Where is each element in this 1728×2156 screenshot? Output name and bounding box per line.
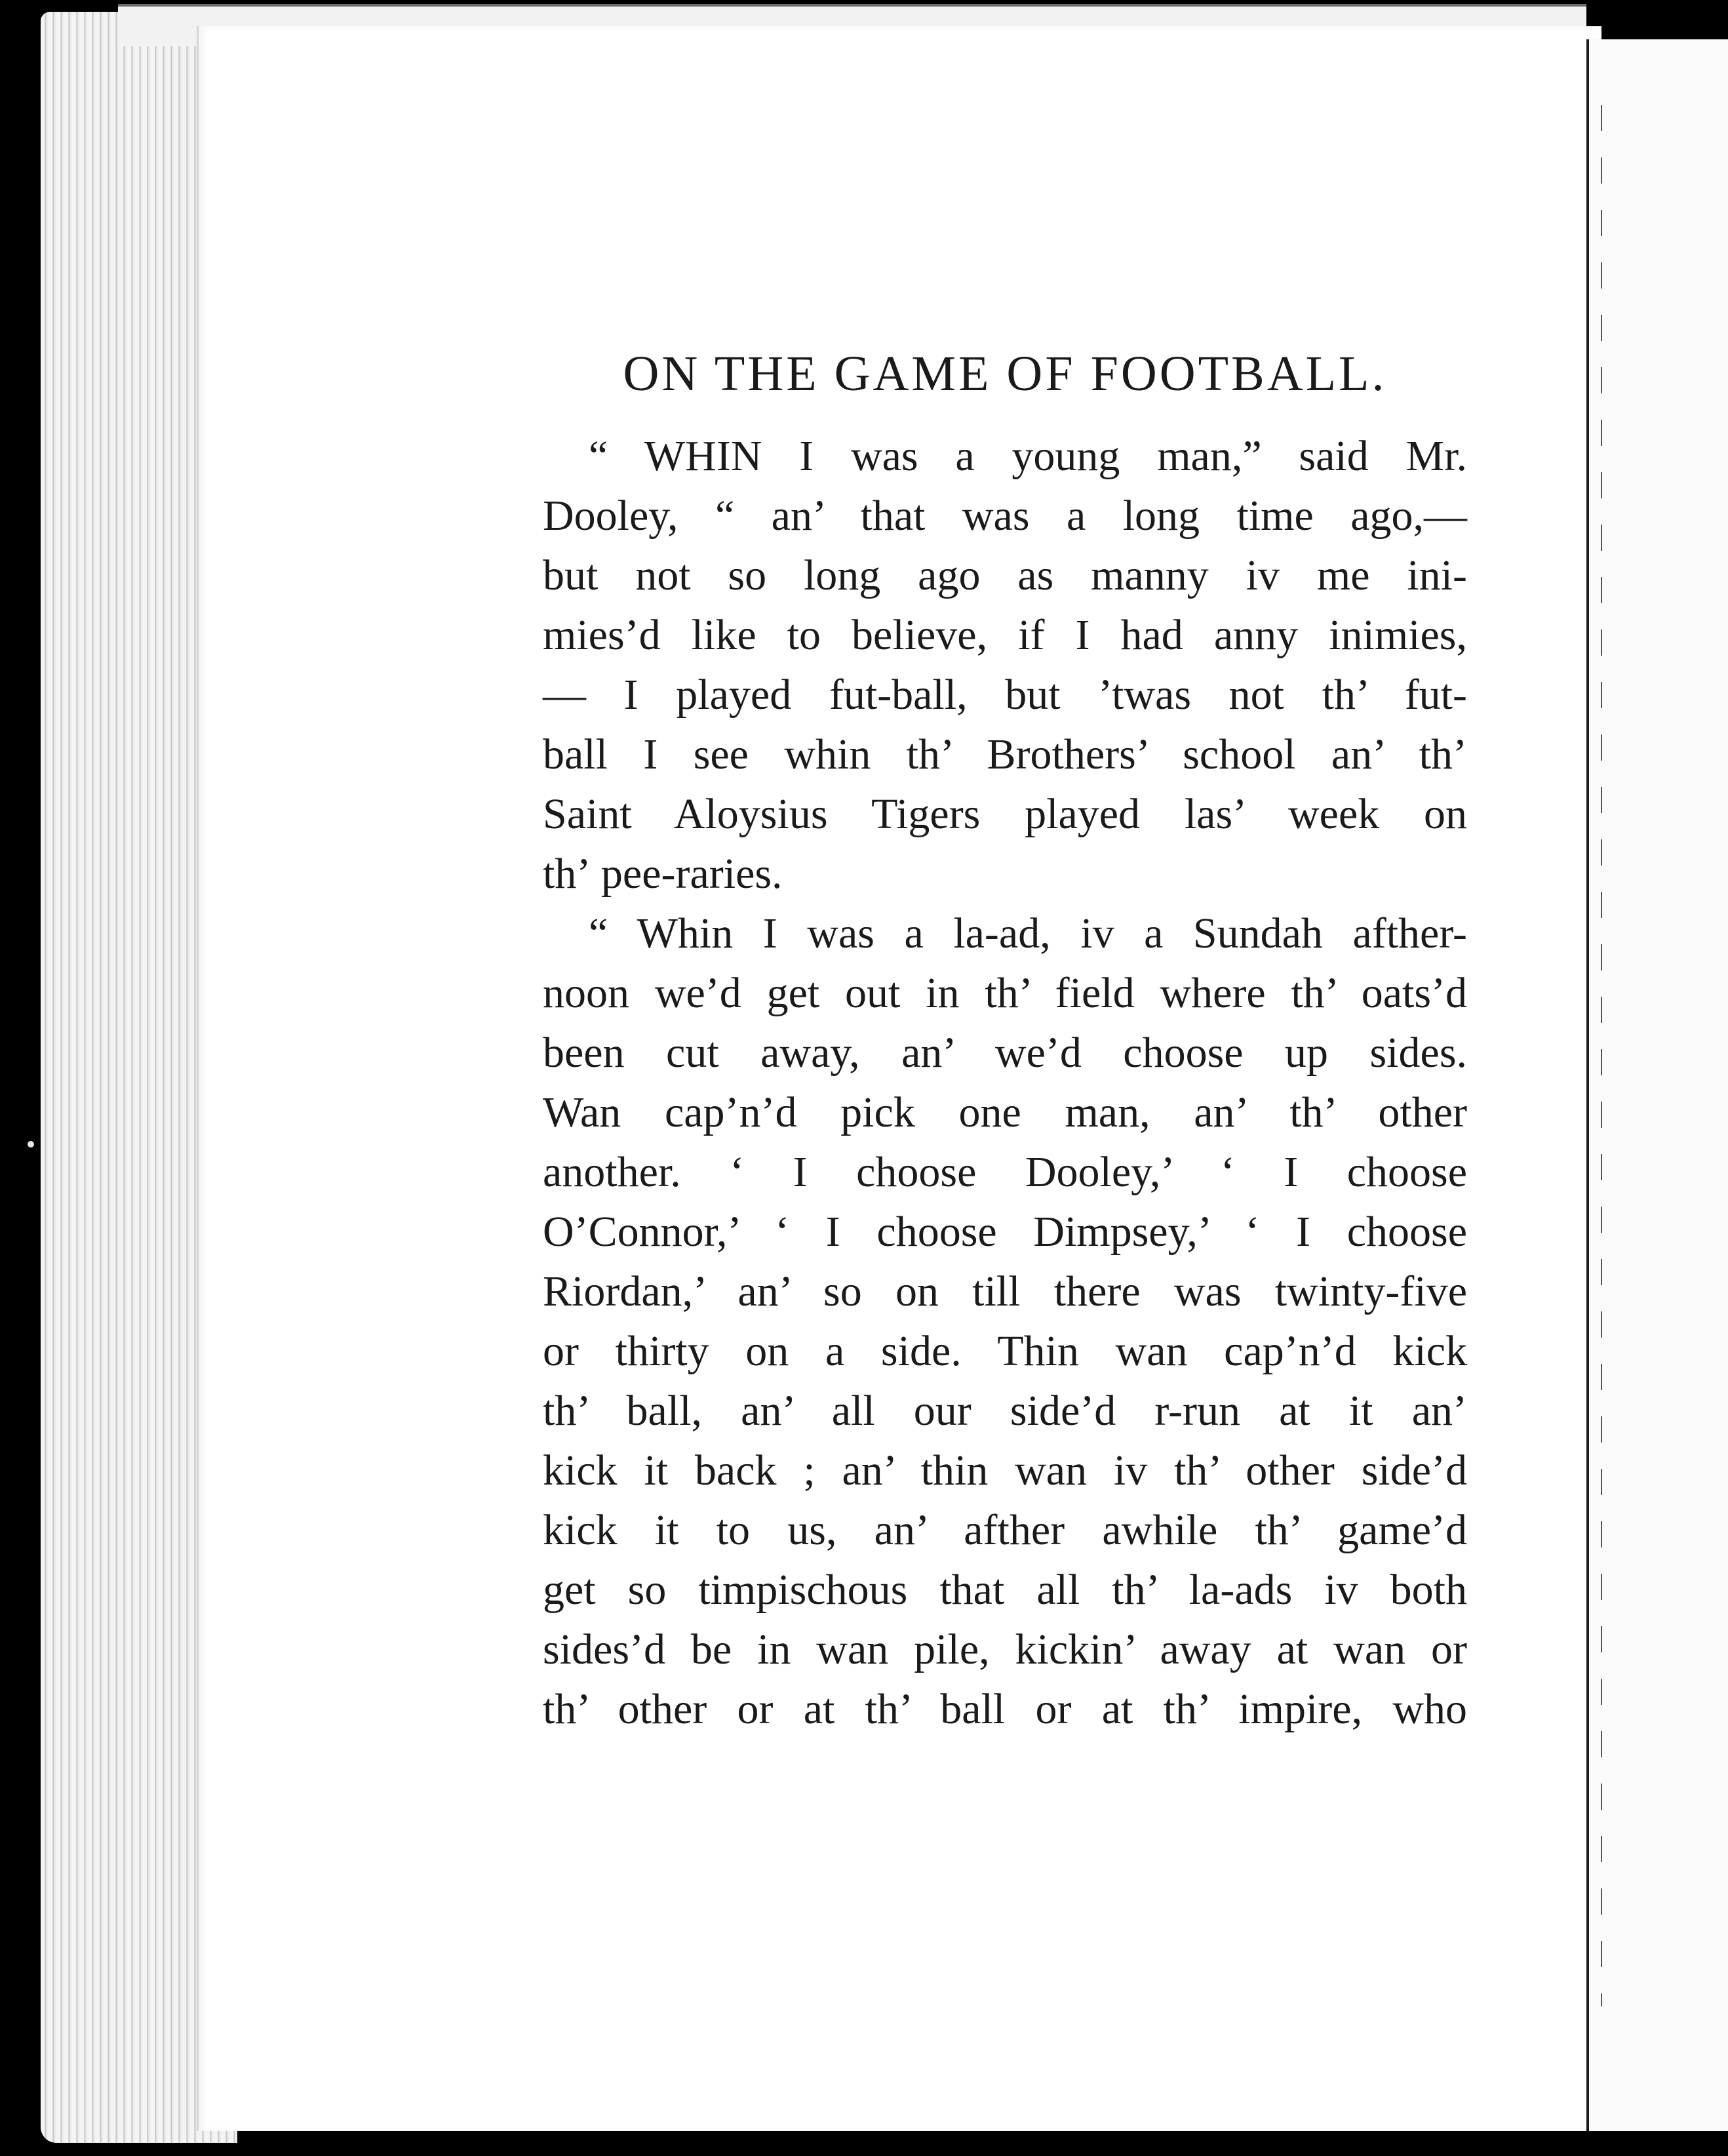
text-line: sides’d be in wan pile, kickin’ away at wan or [543,1626,1467,1673]
text-line: th’ other or at th’ ball or at th’ impire, who [543,1685,1467,1733]
text-line: noon we’d get out in th’ field where th’ oats’d [543,969,1467,1017]
page-text-block [543,341,1467,1739]
text-line: or thirty on a side. Thin wan cap’n’d kick [543,1327,1467,1375]
text-line: “ Whin I was a la-ad, iv a Sundah afther- [589,909,1467,957]
text-line: — I played fut-ball, but ’twas not th’ fut- [543,671,1467,719]
facing-page-edge [1586,39,1728,2131]
paragraph-2 [543,904,1467,1739]
text-line: “ WHIN I was a young man,” said Mr. [589,432,1467,480]
text-line: been cut away, an’ we’d choose up sides. [543,1029,1467,1077]
text-line: but not so long ago as manny iv me ini- [543,551,1467,599]
text-line: mies’d like to believe, if I had anny inimies, [543,611,1467,659]
text-line: Dooley, “ an’ that was a long time ago,— [543,492,1467,540]
text-line: th’ ball, an’ all our side’d r-run at it an’ [543,1387,1467,1435]
chapter-title: ON THE GAME OF FOOTBALL. [623,346,1387,401]
text-line: another. ‘ I choose Dooley,’ ‘ I choose [543,1148,1467,1196]
scan-artifact-dot [28,1141,34,1148]
text-line: Saint Aloysius Tigers played las’ week on [543,790,1467,838]
text-line: ball I see whin th’ Brothers’ school an’ th’ [543,730,1467,778]
text-line: Riordan,’ an’ so on till there was twinty-five [543,1268,1467,1315]
facing-page-gutter-line [1601,105,1602,2006]
text-line: Wan cap’n’d pick one man, an’ th’ other [543,1088,1467,1136]
text-line: get so timpischous that all th’ la-ads iv both [543,1566,1467,1614]
paragraph-1 [543,426,1467,904]
text-line: kick it to us, an’ afther awhile th’ game’d [543,1506,1467,1554]
text-line: kick it back ; an’ thin wan iv th’ other side’d [543,1447,1467,1494]
text-line: th’ pee-raries. [543,850,783,898]
text-line: O’Connor,’ ‘ I choose Dimpsey,’ ‘ I choose [543,1208,1467,1256]
